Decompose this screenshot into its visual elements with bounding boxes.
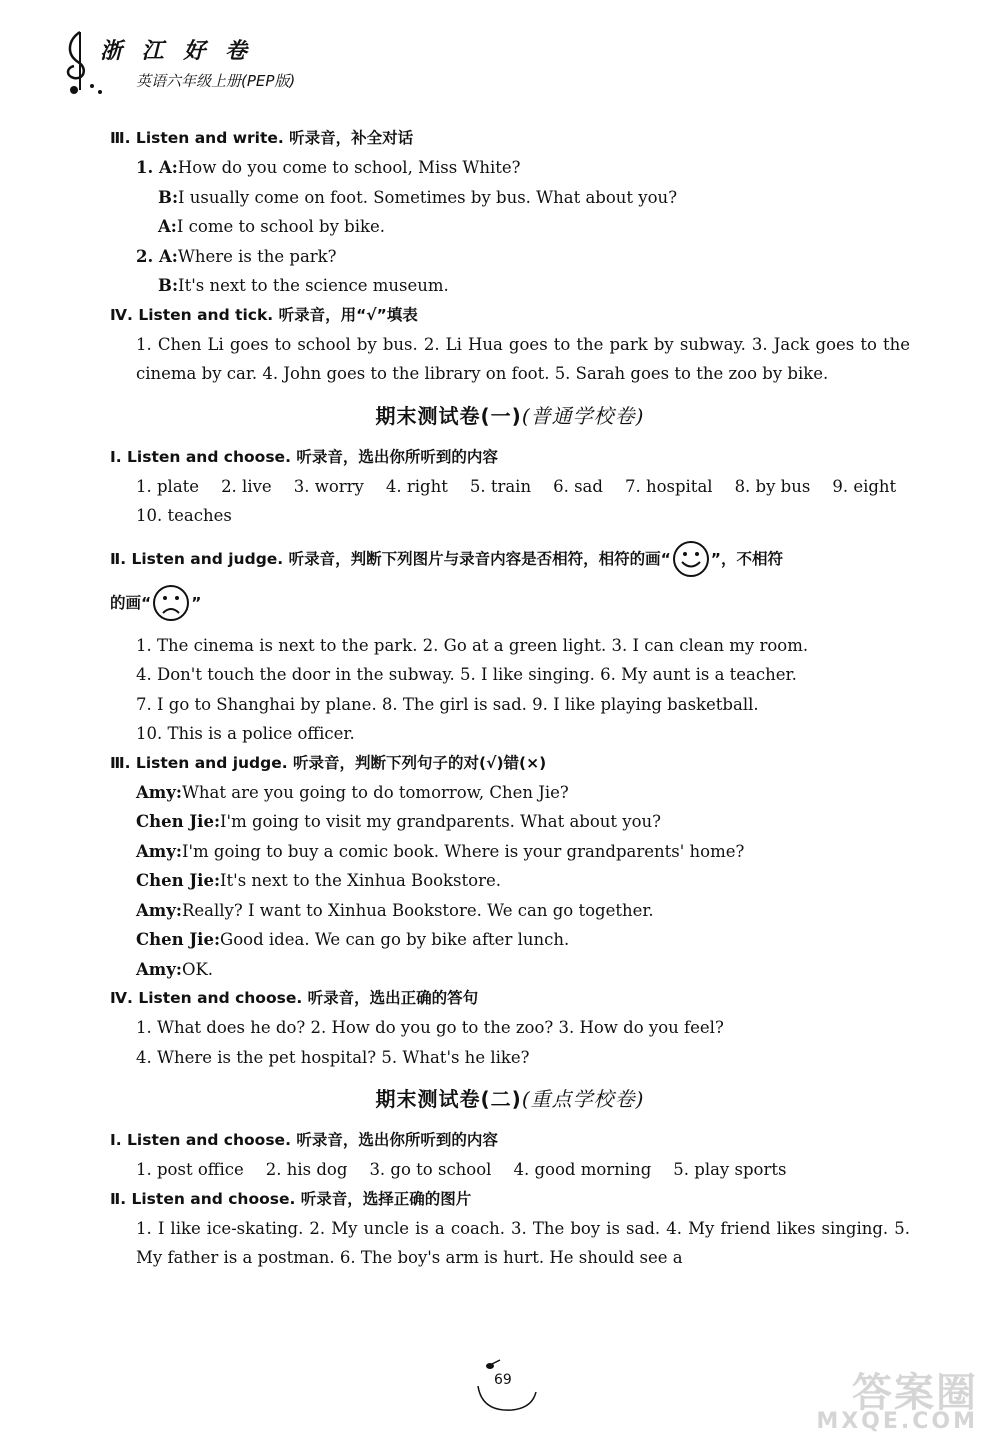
sentence-line: 1. What does he do? 2. How do you go to the zoo? 3. How do you feel? xyxy=(136,1018,724,1037)
exam-title-paren: (重点学校卷) xyxy=(521,1087,645,1111)
sentence-line: 1. The cinema is next to the park. 2. Go at a green light. 3. I can clean my room. xyxy=(136,635,809,655)
dialog-text: I come to school by bike. xyxy=(176,217,386,236)
dialog-line xyxy=(110,866,910,896)
dialog-text: It's next to the Xinhua Bookstore. xyxy=(220,871,501,890)
page-header xyxy=(58,28,358,98)
dialog-text: Good idea. We can go by bike after lunch. xyxy=(220,930,570,949)
exam-title-main: 期末测试卷(二) xyxy=(375,1087,522,1111)
music-note-icon xyxy=(58,28,106,98)
list-item: 1. plate xyxy=(136,476,200,496)
speaker-label: A: xyxy=(158,217,177,236)
list-item: 6. sad xyxy=(553,476,603,496)
section-heading xyxy=(110,537,910,581)
dialog-text: I'm going to buy a comic book. Where is your grandparents' home? xyxy=(181,841,745,861)
word-list xyxy=(110,1155,910,1185)
heading-part: 的画“ xyxy=(110,593,152,612)
speaker-label: Chen Jie: xyxy=(136,930,221,949)
dialog-text: Where is the park? xyxy=(177,246,337,266)
sad-face-icon xyxy=(151,583,191,623)
sentence-line: 7. I go to Shanghai by plane. 8. The girl is sad. 9. I like playing basketball. xyxy=(136,694,759,714)
heading-part: ”，不相符 xyxy=(710,549,783,568)
speaker-label: Chen Jie: xyxy=(136,871,221,890)
list-item: 10. teaches xyxy=(136,506,232,525)
paragraph: 1. Chen Li goes to school by bus. 2. Li Hua goes to the park by subway. 3. Jack goes to the cinema by car. 4. John goes to the library on foot. 5. Sarah goes to the zoo by bike. xyxy=(136,334,910,383)
dialog-line xyxy=(110,955,910,985)
section-heading: Ⅳ. Listen and choose. 听录音，选出正确的答句 xyxy=(110,989,479,1007)
dialog-list xyxy=(110,153,910,301)
exam-title-main: 期末测试卷(一) xyxy=(375,403,522,428)
item-number: 2. xyxy=(136,246,159,266)
speaker-label: Amy: xyxy=(136,841,182,861)
list-item: 5. play sports xyxy=(673,1160,787,1179)
watermark-bottom: MXQE.COM xyxy=(816,1409,978,1434)
dialog-text: How do you come to school, Miss White? xyxy=(177,158,521,177)
speaker-label: B: xyxy=(158,276,179,295)
dialog-line xyxy=(110,837,910,867)
dialog-text: I usually come on foot. Sometimes by bus. What about you? xyxy=(178,187,678,207)
sentence-line: 10. This is a police officer. xyxy=(136,724,355,743)
sentence-list xyxy=(110,631,910,749)
sentence-line: 4. Where is the pet hospital? 5. What's he like? xyxy=(136,1047,530,1067)
speaker-label: A: xyxy=(158,246,178,266)
dialog-line xyxy=(110,778,910,808)
dialog-text: OK. xyxy=(181,959,214,979)
speaker-label: A: xyxy=(158,158,178,177)
list-item: 4. right xyxy=(385,476,448,496)
dialog-line xyxy=(110,271,910,301)
list-item: 8. by bus xyxy=(734,476,811,496)
list-item: 3. worry xyxy=(293,476,364,496)
watermark xyxy=(798,1361,988,1441)
list-item: 9. eight xyxy=(832,476,897,496)
book-subtitle: 英语六年级上册(PEP版) xyxy=(136,72,296,90)
section-heading-continued xyxy=(110,581,910,625)
dialog-text: I'm going to visit my grandparents. What about you? xyxy=(220,812,662,831)
dialog-text: What are you going to do tomorrow, Chen Jie? xyxy=(181,782,569,802)
section-heading: Ⅱ. Listen and choose. 听录音，选择正确的图片 xyxy=(110,1189,472,1208)
section-heading: Ⅲ. Listen and judge. 听录音，判断下列句子的对(√)错(×) xyxy=(110,753,547,772)
speaker-label: Amy: xyxy=(136,959,182,979)
list-item: 4. good morning xyxy=(513,1160,652,1179)
speaker-label: Amy: xyxy=(136,782,182,802)
paragraph: 1. I like ice-skating. 2. My uncle is a coach. 3. The boy is sad. 4. My friend likes singing. 5. My father is a postman. 6. The boy's arm is hurt. He should see a xyxy=(136,1218,910,1267)
page-number-text: 69 xyxy=(494,1372,512,1388)
dialog-line xyxy=(110,153,910,183)
dialog-line xyxy=(110,183,910,213)
dialog-line xyxy=(110,925,910,955)
page-content xyxy=(110,124,910,1273)
dialog-line xyxy=(110,212,910,242)
sentence-list xyxy=(110,1013,910,1072)
dialog-text: Really? I want to Xinhua Bookstore. We can go together. xyxy=(181,900,654,920)
page-number xyxy=(472,1356,542,1416)
section-heading: Ⅲ. Listen and write. 听录音，补全对话 xyxy=(110,129,414,147)
list-item: 3. go to school xyxy=(369,1160,492,1179)
exam-title xyxy=(110,389,910,443)
dialog-text: It's next to the science museum. xyxy=(178,276,449,295)
dialog-line xyxy=(110,896,910,926)
list-item: 2. live xyxy=(221,476,272,496)
dialog-list xyxy=(110,778,910,985)
word-list xyxy=(110,472,910,502)
list-item: 2. his dog xyxy=(265,1160,348,1179)
sentence-line: 4. Don't touch the door in the subway. 5. I like singing. 6. My aunt is a teacher. xyxy=(136,665,797,684)
list-item: 7. hospital xyxy=(624,476,713,496)
section-heading: Ⅰ. Listen and choose. 听录音，选出你所听到的内容 xyxy=(110,1131,498,1149)
heading-part: Ⅱ. Listen and judge. 听录音，判断下列图片与录音内容是否相符，相符的画“ xyxy=(110,549,671,568)
heading-part: ” xyxy=(191,593,202,612)
brand-title: 浙 江 好 卷 xyxy=(100,38,253,64)
section-heading: Ⅰ. Listen and choose. 听录音，选出你所听到的内容 xyxy=(110,447,498,466)
watermark-top: 答案圈 xyxy=(852,1370,978,1416)
smiley-face-icon xyxy=(671,539,711,579)
exam-title xyxy=(110,1072,910,1126)
speaker-label: Amy: xyxy=(136,900,182,920)
exam-title-paren: (普通学校卷) xyxy=(521,403,645,428)
dialog-line xyxy=(110,242,910,272)
section-heading: Ⅳ. Listen and tick. 听录音，用“√”填表 xyxy=(110,305,418,324)
speaker-label: B: xyxy=(158,187,179,207)
list-item: 5. train xyxy=(469,476,532,496)
list-item: 1. post office xyxy=(136,1160,244,1179)
item-number: 1. xyxy=(136,158,159,177)
dialog-line xyxy=(110,807,910,837)
speaker-label: Chen Jie: xyxy=(136,812,221,831)
